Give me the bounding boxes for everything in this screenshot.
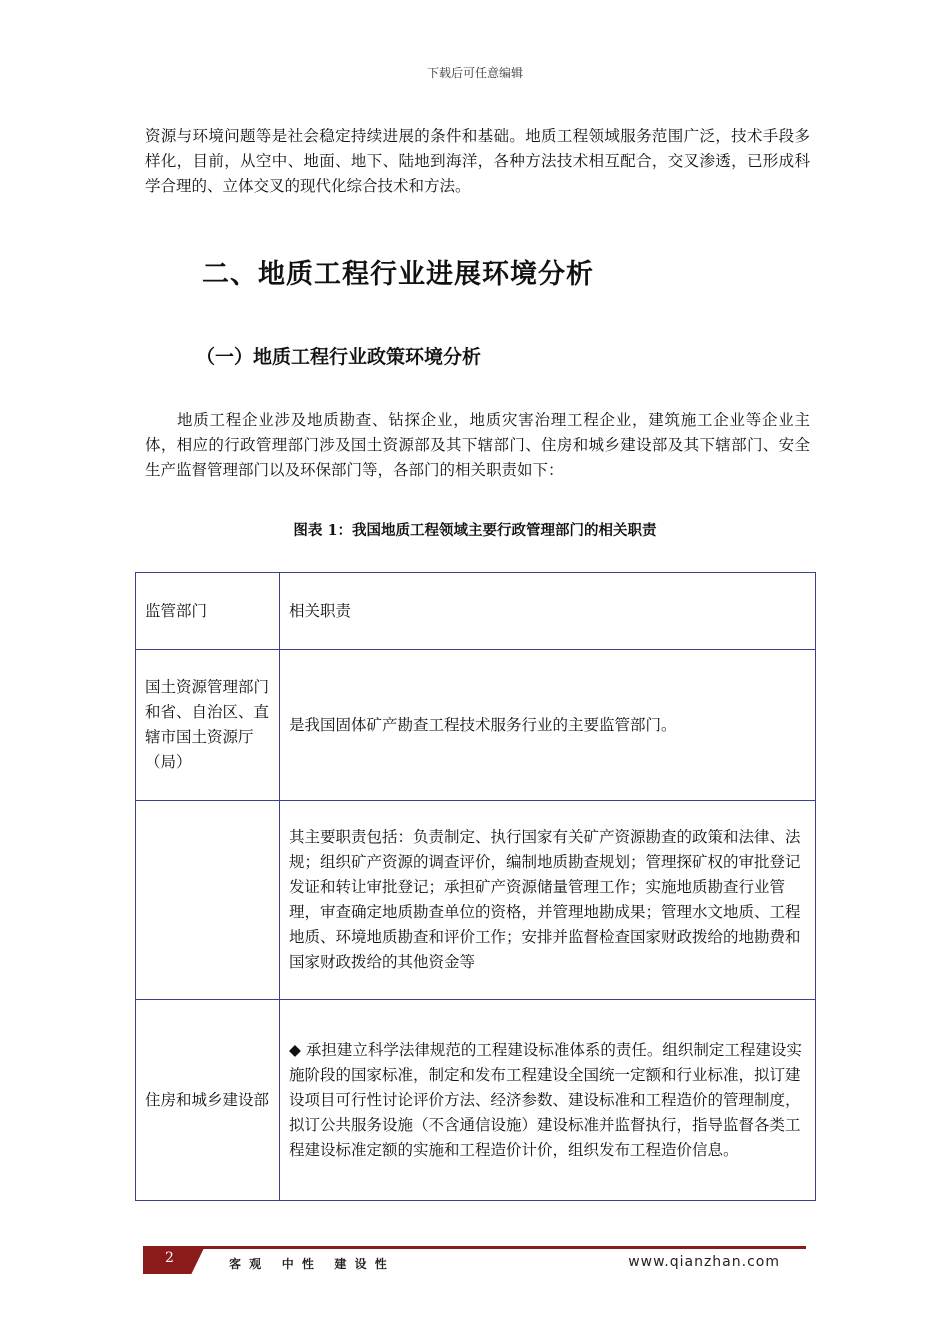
table-header-row: [136, 573, 816, 650]
section-heading: 二、地质工程行业进展环境分析: [202, 259, 594, 290]
duty-cell: ◆ 承担建立科学法律规范的工程建设标准体系的责任。组织制定工程建设实施阶段的国家标准，制定和发布工程建设全国统一定额和行业标准，拟订建设项目可行性讨论评价方法、经济参数、建设标准和工程造价的管理制度，拟订公共服务设施（不含通信设施）建设标准并监督执行，指导监督各类工程建设标准定额的实施和工程造价计价，组织发布工程造价信息。: [280, 1000, 816, 1201]
body-paragraph: 地质工程企业涉及地质勘查、钻探企业，地质灾害治理工程企业，建筑施工企业等企业主体，相应的行政管理部门涉及国土资源部及其下辖部门、住房和城乡建设部及其下辖部门、安全生产监督管理部门以及环保部门等，各部门的相关职责如下：: [145, 411, 810, 479]
footer-slogan: 客 观 中 性 建 设 性: [229, 1257, 389, 1271]
table-row: [136, 801, 816, 1000]
table-caption: 图表 1：我国地质工程领域主要行政管理部门的相关职责: [293, 522, 657, 539]
dept-cell: 国土资源管理部门和省、自治区、直辖市国土资源厅（局）: [136, 650, 280, 801]
page-number: 2: [165, 1250, 174, 1266]
footer-url: www.qianzhan.com: [628, 1254, 780, 1270]
duty-cell: 是我国固体矿产勘查工程技术服务行业的主要监管部门。: [280, 650, 816, 801]
intro-paragraph: 资源与环境问题等是社会稳定持续进展的条件和基础。地质工程领域服务范围广泛，技术手段多样化，目前，从空中、地面、地下、陆地到海洋，各种方法技术相互配合，交叉渗透，已形成科学合理的、立体交叉的现代化综合技术和方法。: [145, 127, 810, 195]
subsection-heading: （一）地质工程行业政策环境分析: [196, 346, 482, 368]
page-number-tab: [143, 1246, 205, 1274]
header-cell-duty: 相关职责: [280, 573, 816, 650]
dept-cell: [136, 801, 280, 1000]
duty-cell: 其主要职责包括：负责制定、执行国家有关矿产资源勘查的政策和法律、法规；组织矿产资源的调查评价，编制地质勘查规划；管理探矿权的审批登记发证和转让审批登记；承担矿产资源储量管理工作；实施地质勘查行业管理，审查确定地质勘查单位的资格，并管理地勘成果；管理水文地质、工程地质、环境地质勘查和评价工作；安排并监督检查国家财政拨给的地勘费和国家财政拨给的其他资金等: [280, 801, 816, 1000]
footer-rule: [143, 1246, 806, 1249]
page-footer: [143, 1246, 808, 1274]
table-row: [136, 650, 816, 801]
dept-cell: 住房和城乡建设部: [136, 1000, 280, 1201]
header-cell-dept: 监管部门: [136, 573, 280, 650]
duties-table: [135, 572, 816, 1201]
table-row: [136, 1000, 816, 1201]
header-note: 下载后可任意编辑: [426, 66, 523, 80]
